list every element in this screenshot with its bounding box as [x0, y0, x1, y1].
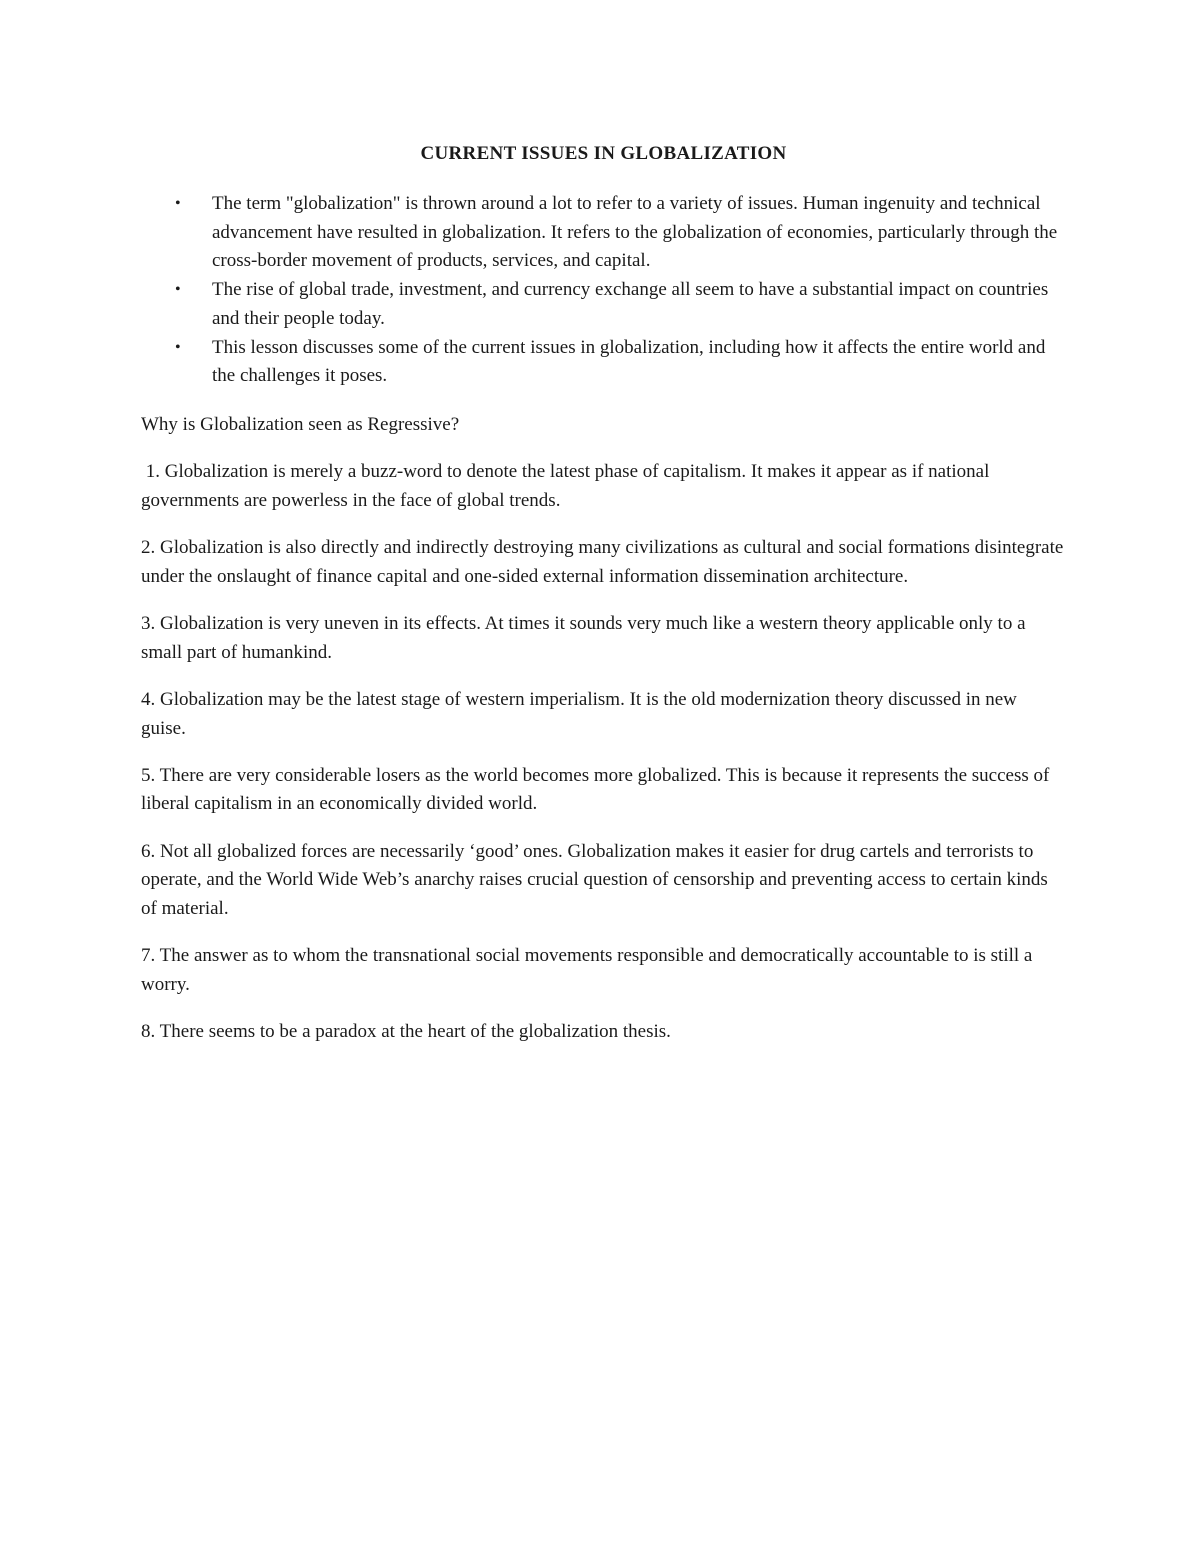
point-paragraph: 1. Globalization is merely a buzz-word to denote the latest phase of capitalism. It makes it appear as if national governments are powerless in the face of global trends.	[141, 461, 995, 511]
point-paragraph: 4. Globalization may be the latest stage of western imperialism. It is the old modernization theory discussed in new guise.	[141, 688, 1017, 739]
bullet-item	[141, 334, 1066, 391]
point-paragraph: 3. Globalization is very uneven in its effects. At times it sounds very much like a western theory applicable only to a small part of humankind.	[141, 612, 1026, 663]
document-title: CURRENT ISSUES IN GLOBALIZATION	[420, 143, 787, 164]
intro-bullet-list	[141, 190, 1066, 391]
bullet-icon: •	[175, 338, 181, 356]
point-paragraph: 8. There seems to be a paradox at the heart of the globalization thesis.	[141, 1021, 671, 1043]
bullet-icon: •	[175, 281, 181, 299]
point-paragraph: 6. Not all globalized forces are necessarily ‘good’ ones. Globalization makes it easier for drug cartels and terrorists to operate, and the World Wide Web’s anarchy raises crucial question of censorship and preventing access to certain kinds of material.	[141, 840, 1048, 920]
point-paragraph: 7. The answer as to whom the transnational social movements responsible and democratically accountable to is still a worry.	[141, 945, 1033, 995]
bullet-text: The rise of global trade, investment, and currency exchange all seem to have a substantial impact on countries and their people today.	[212, 279, 1049, 329]
bullet-item	[141, 276, 1066, 333]
bullet-item	[141, 190, 1066, 276]
document-body	[141, 140, 1066, 1065]
section-heading: Why is Globalization seen as Regressive?	[141, 413, 460, 435]
bullet-text: The term "globalization" is thrown around a lot to refer to a variety of issues. Human ingenuity and technical advancement have resulted in globalization. It refers to the globalization of economies, particularly through the cross-border movement of products, services, and capital.	[212, 193, 1058, 272]
point-paragraph: 5. There are very considerable losers as the world becomes more globalized. This is because it represents the success of liberal capitalism in an economically divided world.	[141, 764, 1050, 815]
bullet-text: This lesson discusses some of the current issues in globalization, including how it affects the entire world and the challenges it poses.	[212, 336, 1046, 387]
bullet-icon: •	[175, 195, 181, 212]
point-paragraph: 2. Globalization is also directly and indirectly destroying many civilizations as cultural and social formations disintegrate under the onslaught of finance capital and one-sided external information dissemination architecture.	[141, 537, 1064, 587]
